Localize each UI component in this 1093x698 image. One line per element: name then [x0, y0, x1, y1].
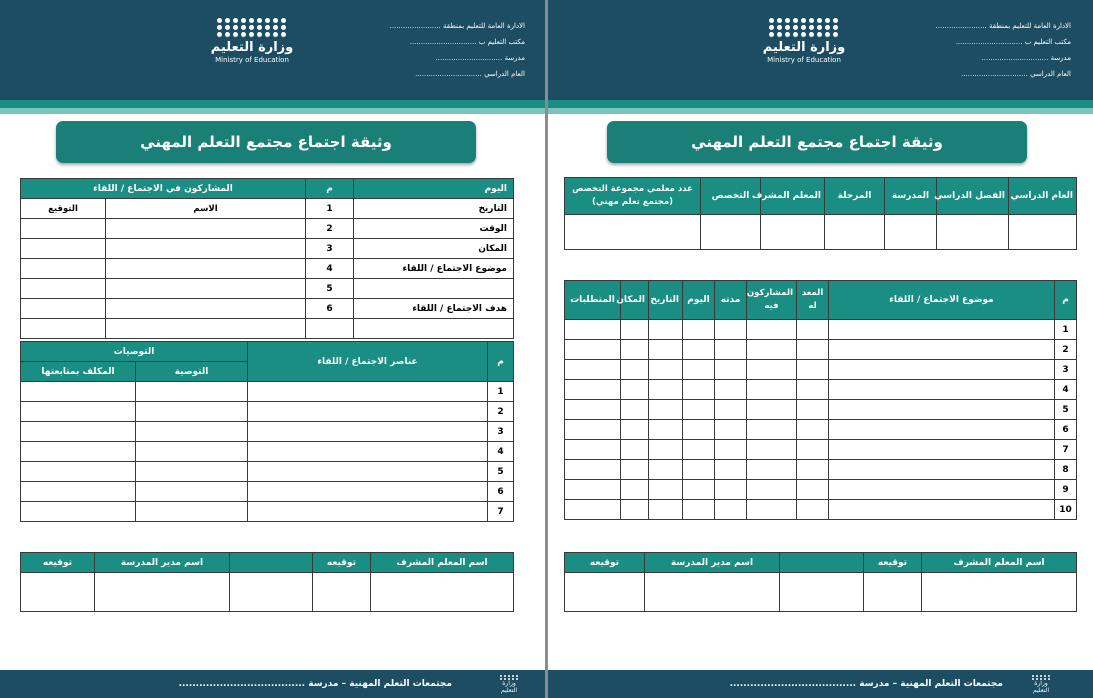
- principal-name-header: اسم مدير المدرسة: [95, 553, 230, 573]
- signatures-table: [564, 552, 1077, 612]
- table-row: 2: [21, 402, 514, 422]
- school-label: مدرسة: [504, 54, 525, 62]
- footer-text: مجتمعات التعلم المهنية – مدرسة .....................................: [729, 679, 1003, 689]
- place-header: المكان: [621, 281, 649, 320]
- day-label: اليوم: [354, 179, 514, 199]
- header-stripe: [0, 100, 545, 108]
- header-stripe-light: [548, 108, 1093, 114]
- page-title: وثيقة اجتماع مجتمع التعلم المهني: [607, 121, 1027, 163]
- time-label: الوقت: [354, 219, 514, 239]
- principal-sign-header: توقيعه: [21, 553, 95, 573]
- meeting-info-table: اليوم م المشاركون في الاجتماع / اللقاء التاريخ 1 الاسم التوقيع الوقت 2 المكان 3 موضوع الاجتماع / اللقاء 4 5 هدف الاجتماع / اللقاء 6: [20, 178, 514, 339]
- group-info-table: [564, 177, 1077, 250]
- supervisor-sign-header: توقيعه: [313, 553, 371, 573]
- page-title: وثيقة اجتماع مجتمع التعلم المهني: [56, 121, 476, 163]
- header-stripe-light: [0, 108, 545, 114]
- date-label: التاريخ: [354, 199, 514, 219]
- footer-logo: وزارة التعليم: [1026, 675, 1056, 694]
- signature-header: التوقيع: [21, 199, 106, 219]
- participants-header: المشاركون في الاجتماع / اللقاء: [21, 179, 306, 199]
- table-row: 10: [565, 500, 1077, 520]
- topic-label: موضوع الاجتماع / اللقاء: [354, 259, 514, 279]
- office-label: مكتب التعليم ب: [1024, 38, 1071, 46]
- document-page-left: [0, 0, 545, 698]
- table-row: 7: [21, 502, 514, 522]
- table-row: 4: [21, 442, 514, 462]
- table-row: 5: [21, 462, 514, 482]
- m-header: م: [1055, 281, 1077, 320]
- supervisor-name-header: اسم المعلم المشرف: [922, 553, 1077, 573]
- elements-table: [20, 341, 514, 522]
- table-row: 5: [565, 400, 1077, 420]
- directorate-label: الادارة العامة للتعليم بمنطقة: [989, 22, 1071, 30]
- specialty-header: التخصص: [701, 178, 761, 215]
- teacher-count-header: عدد معلمي مجموعة التخصص (مجتمع تعلم مهني): [565, 178, 701, 215]
- supervisor-header: المعلم المشرف: [761, 178, 825, 215]
- recommendations-header: التوصيات: [21, 342, 248, 362]
- table-row: 4: [565, 380, 1077, 400]
- table-row: 3: [21, 422, 514, 442]
- page-header: [0, 0, 545, 100]
- table-row: 1: [565, 320, 1077, 340]
- table-row: 9: [565, 480, 1077, 500]
- m-header: م: [488, 342, 514, 382]
- elements-header: عناصر الاجتماع / اللقاء: [248, 342, 488, 382]
- logo-dots-icon: [207, 18, 297, 37]
- directorate-label: الادارة العامة للتعليم بمنطقة: [443, 22, 525, 30]
- participants-header: المشاركون فيه: [747, 281, 797, 320]
- recommendation-header: التوصية: [136, 362, 248, 382]
- logo-arabic: وزارة التعليم: [210, 40, 294, 55]
- school-header: المدرسة: [885, 178, 937, 215]
- day-header: اليوم: [683, 281, 715, 320]
- year-label: العام الدراسي: [1030, 70, 1071, 78]
- duration-header: مدته: [715, 281, 747, 320]
- meetings-log-table: [564, 280, 1077, 520]
- m-header: م: [306, 179, 354, 199]
- table-row: 1: [21, 382, 514, 402]
- page-footer: [548, 670, 1093, 698]
- logo-english: Ministry of Education: [767, 56, 841, 64]
- logo-dots-icon: [759, 18, 849, 37]
- header-info: الادارة العامة للتعليم بمنطقة ....................... مكتب التعليم ب .............................. مدرسة .............................. العام الدراسي ..............................: [389, 22, 525, 78]
- document-page-right: [548, 0, 1093, 698]
- supervisor-name-header: اسم المعلم المشرف: [371, 553, 514, 573]
- topic-header: موضوع الاجتماع / اللقاء: [829, 281, 1055, 320]
- ministry-logo: [207, 18, 297, 64]
- logo-english: Ministry of Education: [215, 56, 289, 64]
- table-row: 6: [565, 420, 1077, 440]
- footer-logo: وزارة التعليم: [494, 675, 524, 694]
- logo-arabic: وزارة التعليم: [762, 40, 846, 55]
- principal-sign-header: توقيعه: [565, 553, 645, 573]
- footer-text: مجتمعات التعلم المهنية – مدرسة .....................................: [178, 679, 452, 689]
- header-stripe: [548, 100, 1093, 108]
- principal-name-header: اسم مدير المدرسة: [645, 553, 780, 573]
- page-header: [548, 0, 1093, 100]
- year-header: العام الدراسي: [1009, 178, 1077, 215]
- table-row: 6: [21, 482, 514, 502]
- ministry-logo: [759, 18, 849, 64]
- table-row: 8: [565, 460, 1077, 480]
- date-header: التاريخ: [649, 281, 683, 320]
- year-label: العام الدراسي: [484, 70, 525, 78]
- place-label: المكان: [354, 239, 514, 259]
- stage-header: المرحلة: [825, 178, 885, 215]
- table-row: 7: [565, 440, 1077, 460]
- supervisor-sign-header: توقيعه: [864, 553, 922, 573]
- office-label: مكتب التعليم ب: [478, 38, 525, 46]
- table-row: 2: [565, 340, 1077, 360]
- signatures-table: [20, 552, 514, 612]
- responsible-header: المكلف بمتابعتها: [21, 362, 136, 382]
- table-row: 3: [565, 360, 1077, 380]
- prepared-header: المعد له: [797, 281, 829, 320]
- goal-label: هدف الاجتماع / اللقاء: [354, 299, 514, 319]
- page-footer: [0, 670, 545, 698]
- name-header: الاسم: [106, 199, 306, 219]
- semester-header: الفصل الدراسي: [937, 178, 1009, 215]
- requirements-header: المتطلبات: [565, 281, 621, 320]
- header-info: الادارة العامة للتعليم بمنطقة ....................... مكتب التعليم ب .............................. مدرسة .............................. العام الدراسي ..............................: [935, 22, 1071, 78]
- school-label: مدرسة: [1050, 54, 1071, 62]
